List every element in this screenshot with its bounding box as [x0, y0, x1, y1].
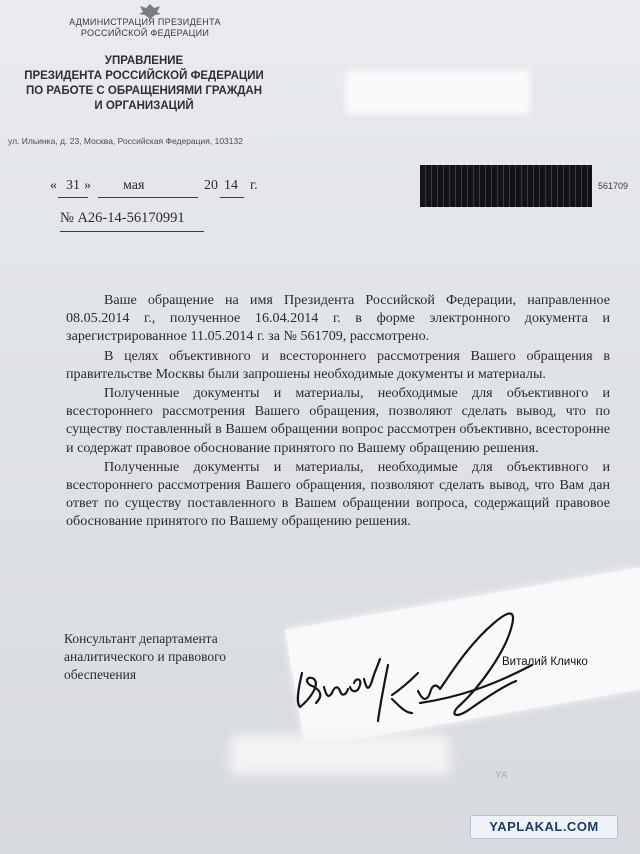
department-header [20, 54, 268, 114]
signatory-name: Виталий Кличко [502, 656, 588, 668]
ghost-watermark: YA [495, 770, 508, 781]
month-underline [98, 197, 198, 198]
dept-line-2: ПРЕЗИДЕНТА РОССИЙСКОЙ ФЕДЕРАЦИИ [24, 70, 264, 82]
date-close-quote: » [84, 178, 91, 193]
dept-line-3: ПО РАБОТЕ С ОБРАЩЕНИЯМИ ГРАЖДАН [25, 85, 263, 97]
signatory-title [64, 630, 284, 684]
date-open-quote: « [50, 178, 57, 193]
day-underline [58, 197, 88, 198]
paragraph-4: Полученные документы и материалы, необходимые для объективного и всестороннего рассмотрения Вашего обращения, позволяют сделать вывод, что Вам дан ответ по существу поставленного в Вашем обращении вопроса, содержащий правовое обоснование принятого по Вашему обращению решения. [66, 458, 610, 530]
watermark-logo: YAPLAKAL.COM [470, 815, 618, 839]
blurred-stamp [230, 735, 450, 775]
date-month: мая [123, 178, 145, 193]
signatory-line-3: обеспечения [64, 667, 137, 682]
admin-line-2: РОССИЙСКОЙ ФЕДЕРАЦИИ [80, 28, 210, 38]
blurred-recipient [346, 70, 530, 114]
date-day: 31 [66, 178, 80, 193]
dept-line-4: И ОРГАНИЗАЦИЙ [94, 100, 194, 112]
redacted-barcode [420, 165, 592, 207]
date-year-suffix: 14 [224, 178, 238, 193]
address: ул. Ильинка, д. 23, Москва, Российская Федерация, 103132 [8, 136, 243, 146]
dept-line-1: УПРАВЛЕНИЕ [104, 55, 184, 67]
date-year-prefix: 20 [204, 178, 218, 193]
paragraph-2: В целях объективного и всестороннего рассмотрения Вашего обращения в правительстве Москвы были запрошены необходимые документы и материалы. [66, 347, 610, 382]
administration-header [40, 17, 250, 39]
paragraph-3: Полученные документы и материалы, необходимые для объективного и всестороннего рассмотрения Вашего обращения, позволяют сделать вывод, что по существу поставленный в Вашем обращении вопрос рассмотрен объективно, всесторонне и содержат правовое обоснование принятого по Вашему обращению решения. [66, 385, 610, 456]
document-number-underline [60, 231, 204, 232]
signatory-line-2: аналитического и правового [64, 649, 227, 664]
letter-body [66, 291, 610, 532]
date-year-marker: г. [250, 178, 258, 193]
document-number: № А26-14-56170991 [60, 210, 185, 226]
year-underline [220, 197, 244, 198]
reference-number: 561709 [598, 181, 629, 191]
admin-line-1: АДМИНИСТРАЦИЯ ПРЕЗИДЕНТА [69, 17, 221, 27]
paragraph-1: Ваше обращение на имя Президента Российской Федерации, направленное 08.05.2014 г., полученное 16.04.2014 г. в форме электронного документа и зарегистрированное 11.05.2014 г. за № 561709, рассмотрено. [66, 292, 610, 345]
signatory-line-1: Консультант департамента [64, 631, 218, 646]
